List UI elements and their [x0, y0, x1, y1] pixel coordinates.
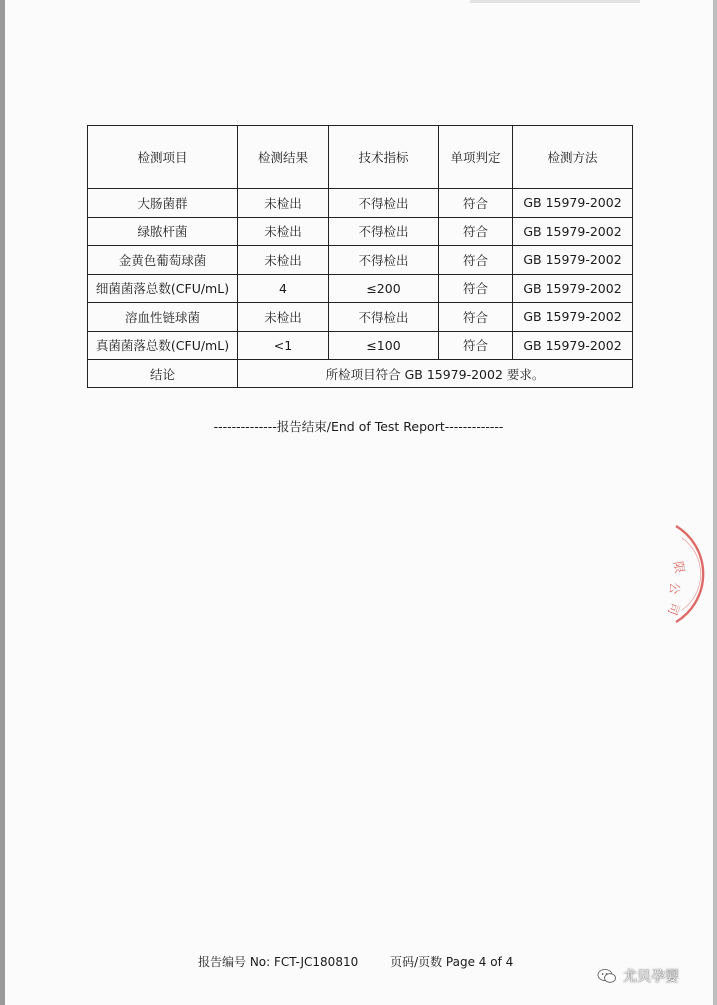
- svg-text:限: 限: [671, 560, 687, 575]
- table-row: [88, 331, 633, 360]
- cell-index: 不得检出: [329, 246, 439, 275]
- table-header-row: [88, 126, 633, 189]
- wechat-watermark: [597, 966, 679, 986]
- cell-index: 不得检出: [329, 217, 439, 246]
- cell-method: GB 15979-2002: [513, 246, 633, 275]
- report-number: 报告编号 No: FCT-JC180810: [198, 955, 359, 969]
- conclusion-label: 结论: [88, 360, 238, 388]
- cell-method: GB 15979-2002: [513, 303, 633, 332]
- cell-item: 溶血性链球菌: [88, 303, 238, 332]
- table-row: [88, 246, 633, 275]
- header-test-item: 检测项目: [88, 126, 238, 189]
- scan-edge-right: [713, 0, 717, 1005]
- cell-result: 未检出: [238, 189, 329, 218]
- page-footer: [198, 953, 513, 970]
- cell-method: GB 15979-2002: [513, 274, 633, 303]
- cell-item: 大肠菌群: [88, 189, 238, 218]
- cell-judgement: 符合: [439, 303, 513, 332]
- cell-result: <1: [238, 331, 329, 360]
- cell-result: 未检出: [238, 303, 329, 332]
- header-judgement: 单项判定: [439, 126, 513, 189]
- table-row: [88, 303, 633, 332]
- conclusion-text: 所检项目符合 GB 15979-2002 要求。: [238, 360, 633, 388]
- scan-edge-left: [0, 0, 5, 1005]
- header-technical-index: 技术指标: [329, 126, 439, 189]
- cell-index: 不得检出: [329, 303, 439, 332]
- cell-method: GB 15979-2002: [513, 331, 633, 360]
- cell-item: 金黄色葡萄球菌: [88, 246, 238, 275]
- cell-item: 绿脓杆菌: [88, 217, 238, 246]
- cell-result: 未检出: [238, 246, 329, 275]
- svg-text:公: 公: [666, 581, 682, 595]
- page-info: 页码/页数 Page 4 of 4: [390, 955, 514, 969]
- cell-method: GB 15979-2002: [513, 217, 633, 246]
- header-test-method: 检测方法: [513, 126, 633, 189]
- test-results-table: [87, 125, 633, 388]
- cell-judgement: 符合: [439, 217, 513, 246]
- svg-text:司: 司: [665, 600, 683, 618]
- cell-judgement: 符合: [439, 246, 513, 275]
- cell-method: GB 15979-2002: [513, 189, 633, 218]
- cell-result: 4: [238, 274, 329, 303]
- cell-index: ≤200: [329, 274, 439, 303]
- company-seal-stamp: [658, 518, 717, 630]
- table-row: [88, 189, 633, 218]
- cell-judgement: 符合: [439, 331, 513, 360]
- watermark-text: 尤贝孕婴: [623, 969, 679, 985]
- end-of-report-line: --------------报告结束/End of Test Report-------------: [213, 419, 504, 434]
- header-test-result: 检测结果: [238, 126, 329, 189]
- cell-index: 不得检出: [329, 189, 439, 218]
- conclusion-row: [88, 360, 633, 388]
- table-row: [88, 274, 633, 303]
- cell-result: 未检出: [238, 217, 329, 246]
- cell-item: 真菌菌落总数(CFU/mL): [88, 331, 238, 360]
- scan-top-mark: [470, 0, 640, 3]
- cell-item: 细菌菌落总数(CFU/mL): [88, 274, 238, 303]
- cell-index: ≤100: [329, 331, 439, 360]
- table-row: [88, 217, 633, 246]
- cell-judgement: 符合: [439, 274, 513, 303]
- cell-judgement: 符合: [439, 189, 513, 218]
- wechat-icon: [597, 968, 617, 984]
